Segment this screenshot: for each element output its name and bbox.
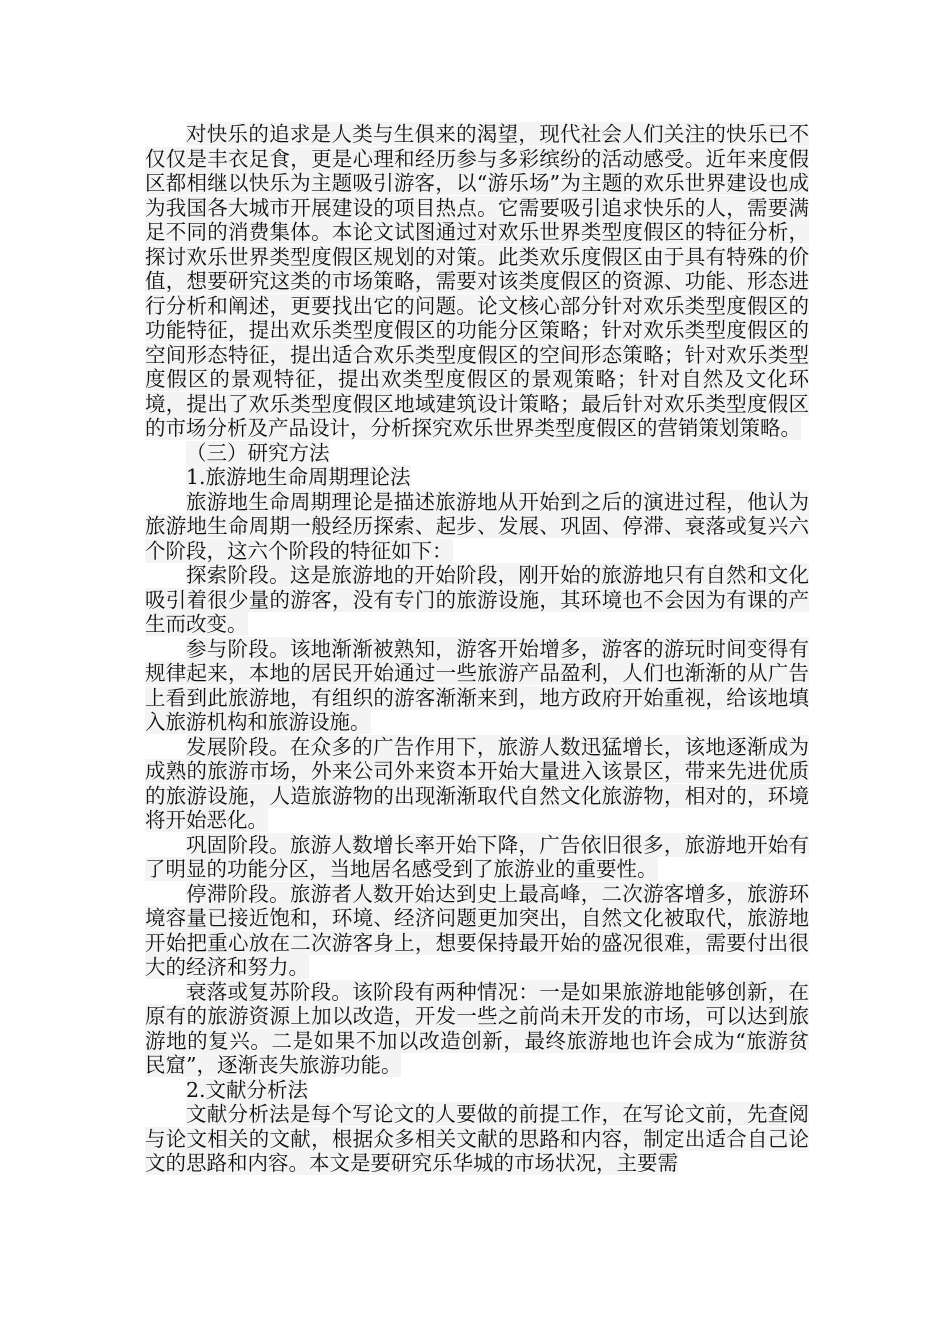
heading-text: 2.文献分析法	[186, 1077, 309, 1102]
document-body	[145, 122, 809, 1176]
paragraph-text: 发展阶段。在众多的广告作用下，旅游人数迅猛增长，该地逐渐成为成熟的旅游市场，外来公司外来资本开始大量进入该景区，带来先进优质的旅游设施，人造旅游物的出现渐渐取代自然文化旅游物，相对的，环境将开始恶化。	[145, 734, 809, 832]
paragraph-text: 对快乐的追求是人类与生俱来的渴望，现代社会人们关注的快乐已不仅仅是丰衣足食，更是心理和经历参与多彩缤纷的活动感受。近年来度假区都相继以快乐为主题吸引游客，以“游乐场”为主题的欢乐世界建设也成为我国各大城市开展建设的项目热点。它需要吸引追求快乐的人，需要满足不同的消费集体。本论文试图通过对欢乐世界类型度假区的特征分析，探讨欢乐世界类型度假区规划的对策。此类欢乐度假区由于具有特殊的价值，想要研究这类的市场策略，需要对该类度假区的资源、功能、形态进行分析和阐述，更要找出它的问题。论文核心部分针对欢乐类型度假区的功能特征，提出欢乐类型度假区的功能分区策略；针对欢乐类型度假区的空间形态特征，提出适合欢乐类型度假区的空间形态策略；针对欢乐类型度假区的景观特征，提出欢类型度假区的景观策略；针对自然及文化环境，提出了欢乐类型度假区地域建筑设计策略；最后针对欢乐类型度假区的市场分析及产品设计，分析探究欢乐世界类型度假区的营销策划策略。	[145, 122, 809, 440]
subheading-literature-method	[145, 1078, 809, 1103]
paragraph-stage-stagnate	[145, 882, 809, 980]
paragraph-lifecycle-intro	[145, 490, 809, 564]
paragraph-text: 参与阶段。该地渐渐被熟知，游客开始增多，游客的游玩时间变得有规律起来，本地的居民开始通过一些旅游产品盈利，人们也渐渐的从广告上看到此旅游地，有组织的游客渐渐来到，地方政府开始重视，给该地填入旅游机构和旅游设施。	[145, 636, 809, 734]
paragraph-text: 旅游地生命周期理论是描述旅游地从开始到之后的演进过程，他认为旅游地生命周期一般经历探索、起步、发展、巩固、停滞、衰落或复兴六个阶段，这六个阶段的特征如下：	[145, 489, 809, 563]
paragraph-stage-explore	[145, 563, 809, 637]
heading-text: （三）研究方法	[186, 440, 330, 465]
paragraph-literature-method	[145, 1102, 809, 1176]
paragraph-text: 探索阶段。这是旅游地的开始阶段，刚开始的旅游地只有自然和文化吸引着很少量的游客，没有专门的旅游设施，其环境也不会因为有课的产生而改变。	[145, 563, 809, 636]
section-heading-research-methods	[145, 441, 809, 466]
heading-text: 1.旅游地生命周期理论法	[186, 465, 411, 489]
paragraph-stage-involve	[145, 637, 809, 735]
paragraph-intro-summary	[145, 122, 809, 441]
paragraph-stage-consolidate	[145, 833, 809, 882]
paragraph-text: 文献分析法是每个写论文的人要做的前提工作，在写论文前，先查阅与论文相关的文献，根据众多相关文献的思路和内容，制定出适合自己论文的思路和内容。本文是要研究乐华城的市场状况，主要需	[145, 1102, 809, 1175]
paragraph-text: 停滞阶段。旅游者人数开始达到史上最高峰，二次游客增多，旅游环境容量已接近饱和，环境、经济问题更加突出，自然文化被取代，旅游地开始把重心放在二次游客身上，想要保持最开始的盛况很难，需要付出很大的经济和努力。	[145, 881, 809, 979]
paragraph-stage-decline	[145, 980, 809, 1078]
paragraph-text: 巩固阶段。旅游人数增长率开始下降，广告依旧很多，旅游地开始有了明显的功能分区，当地居名感受到了旅游业的重要性。	[145, 832, 809, 881]
paragraph-stage-develop	[145, 735, 809, 833]
paragraph-text: 衰落或复苏阶段。该阶段有两种情况：一是如果旅游地能够创新，在原有的旅游资源上加以改造，开发一些之前尚未开发的市场，可以达到旅游地的复兴。二是如果不加以改造创新，最终旅游地也许会成为“旅游贫民窟”，逐渐丧失旅游功能。	[145, 979, 809, 1077]
subheading-lifecycle-method	[145, 465, 809, 490]
